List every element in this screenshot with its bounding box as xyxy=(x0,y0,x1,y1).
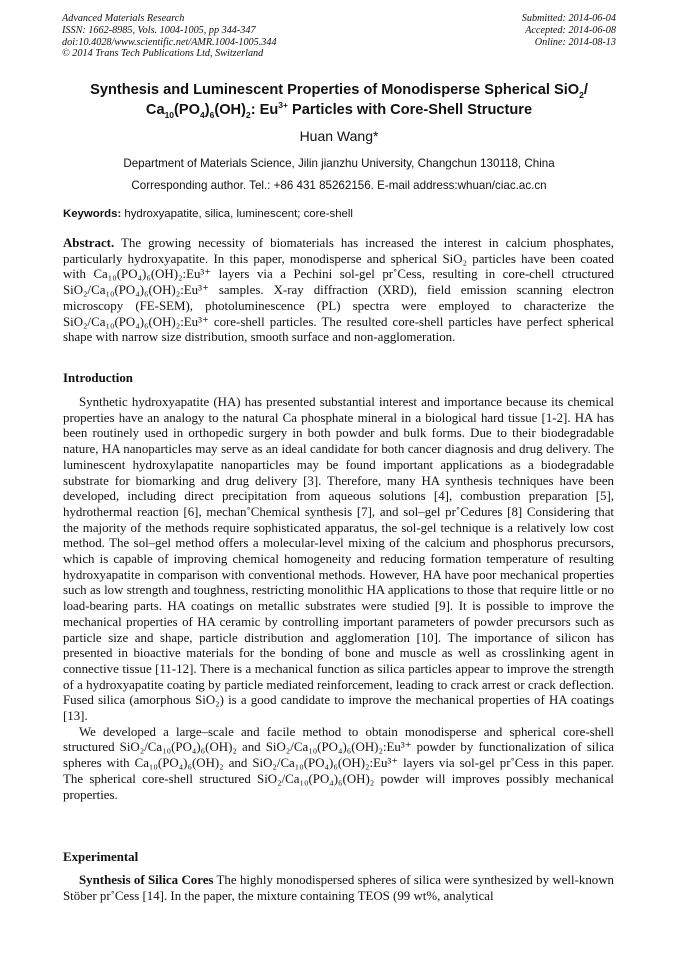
journal-name: Advanced Materials Research xyxy=(62,13,185,24)
introduction-body xyxy=(63,395,614,803)
copyright-line: © 2014 Trans Tech Publications Ltd, Switzerland xyxy=(62,48,264,60)
journal-info xyxy=(62,13,277,60)
doi-line: doi:10.4028/www.scientific.net/AMR.1004-1005.344 xyxy=(62,36,277,48)
intro-paragraph-2: We developed a large–scale and facile method to obtain monodisperse and spherical core-shell structured SiO₂/Ca₁₀(PO₄)₆(OH)₂ and SiO₂/Ca₁₀(PO₄)₆(OH)₂:Eu³⁺ powder by functionalization of silica spheres with Ca₁₀(PO₄)₆(OH)₂ and SiO₂/Ca₁₀(PO₄)₆(OH)₂:Eu³⁺ layers via sol-gel pr˚Cess in this paper. The spherical core-shell structured SiO₂/Ca₁₀(PO₄)₆(OH)₂ powder will improves possibly mechanical properties. xyxy=(63,724,614,802)
keywords-label: Keywords: xyxy=(63,208,122,220)
submitted-date: Submitted: 2014-06-04 xyxy=(521,13,616,24)
experimental-paragraph xyxy=(63,873,614,904)
keywords-text: hydroxyapatite, silica, luminescent; core-shell xyxy=(121,208,353,220)
dates-info xyxy=(522,13,616,48)
affiliation: Department of Materials Science, Jilin jianzhu University, Changchun 130118, China xyxy=(123,157,555,170)
abstract-label: Abstract. xyxy=(63,236,115,250)
experimental-text: The highly monodispersed spheres of silica were synthesized by well-known Stöber pr˚Cess [14]. In the paper, the mixture containing TEOS (99 wt%, analytical xyxy=(63,873,614,903)
author-name: Huan Wang* xyxy=(299,128,379,144)
paper-title: Synthesis and Luminescent Properties of Monodisperse Spherical SiO$_2$/ $Ca_{10}(PO_4)_6(OH)_2$: $Eu^{3+}$ Particles with Core-Shell Structure xyxy=(90,82,588,120)
corresponding-author: Corresponding author. Tel.: +86 431 85262156. E-mail address:whuan/ciac.ac.cn xyxy=(131,179,547,192)
experimental-body xyxy=(63,873,614,904)
accepted-date: Accepted: 2014-06-08 xyxy=(525,24,616,36)
introduction-heading: Introduction xyxy=(63,371,133,385)
keywords xyxy=(63,208,353,220)
experimental-heading: Experimental xyxy=(63,850,139,864)
issn-line: ISSN: 1662-8985, Vols. 1004-1005, pp 344-347 xyxy=(62,24,256,36)
abstract-text: The growing necessity of biomaterials has increased the interest in calcium phosphates, particularly hydroxyapatite. In this paper, monodisperse and spherical SiO₂ particles have been coated with Ca₁₀(PO₄)₆(OH)₂:Eu³⁺ layers via a Pechini sol-gel pr˚Cess, resulting in core-chell ctructured SiO₂/Ca₁₀(PO₄)₆(OH)₂:Eu³⁺ samples. X-ray diffraction (XRD), field emission scanning electron microscopy (FE-SEM), photoluminescence (PL) spectra were employed to characterize the SiO₂/Ca₁₀(PO₄)₆(OH)₂:Eu³⁺ core-shell particles. The resulted core-shell particles have perfect spherical shape with narrow size distribution, smooth surface and non-agglomeration. xyxy=(63,236,614,345)
subsection-title: Synthesis of Silica Cores xyxy=(79,873,214,887)
online-date: Online: 2014-08-13 xyxy=(534,36,616,48)
intro-paragraph-1: Synthetic hydroxyapatite (HA) has presented substantial interest and importance because its chemical properties have an analogy to the natural Ca phosphate mineral in a biological hard tissue [1-2]. HA has been routinely used in orthopedic surgery in both powder and bulk forms. Due to their biodegradable nature, HA nanoparticles may serve as an ideal candidate for both cancer diagnosis and drug delivery. The luminescent hydroxylapatite nanoparticles may be found important applications as a biodegradable substrate for biomarking and drug delivery [3]. Therefore, many HA synthesis techniques have been developed, including direct precipitation from aqueous solutions [4], combustion preparation [5], hydrothermal reaction [6], mechan˚Chemical synthesis [7], and sol–gel pr˚Cedures [8] Considering that the majority of the methods require sophisticated apparatus, the sol-gel technique is a relatively low cost method. The sol–gel method offers a molecular-level mixing of the calcium and phosphorus precursors, which is capable of improving chemical homogeneity and reducing formation temperature of resulting hydroxyapatite in comparison with conventional methods. However, HA have poor mechanical properties such as low strength and toughness, restricting monolithic HA applications to those that require little or no load-bearing parts. HA coatings on metallic substrates were studied [9]. It is possible to improve the mechanical properties of HA ceramic by controlling important parameters of powder precursors such as particle size and shape, particle distribution and agglomeration [10]. The importance of silicon has presented in bioactive materials for the bonding of bone and muscle as well as crosslinking agent in connective tissue [11-12]. There is a mechanical function as silica particles appear to improve the strength of a hydroxyapatite coating by particle mediated reinforcement, leading to crack arrest or crack deflection. Fused silica (amorphous SiO₂) is a good candidate to improve the mechanical properties of HA coatings [13]. xyxy=(63,395,614,724)
abstract xyxy=(63,236,614,346)
